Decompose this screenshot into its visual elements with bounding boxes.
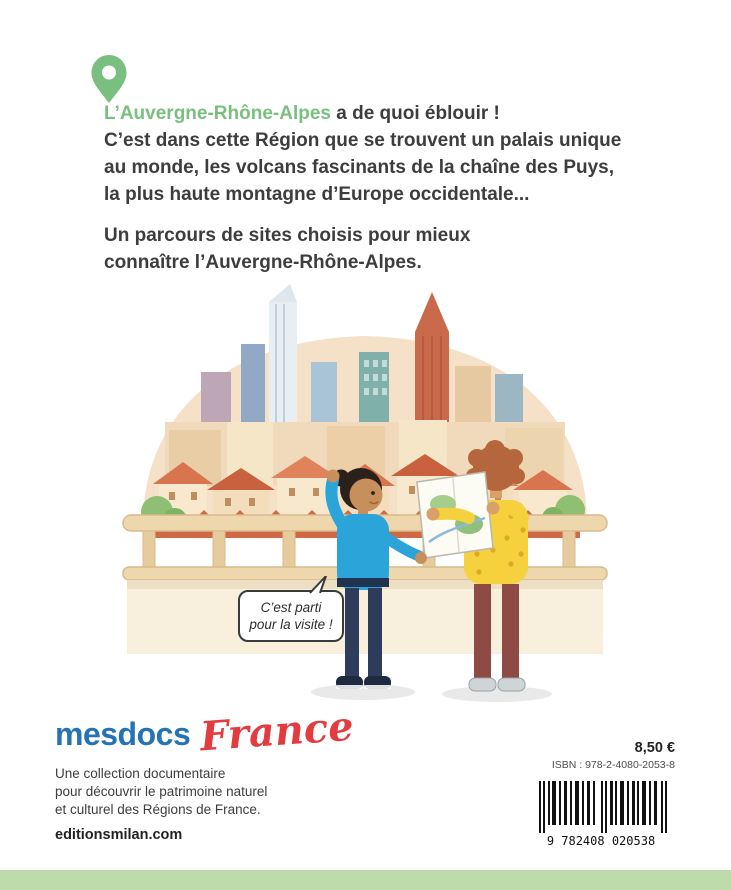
barcode-number: 9 782408 020538: [546, 834, 656, 848]
intro-line: Un parcours de sites choisis pour mieux: [104, 225, 471, 246]
girl-shadow: [311, 684, 415, 700]
price-isbn-block: [525, 740, 675, 856]
speech-bubble: [238, 590, 344, 642]
intro-text: [104, 100, 621, 276]
description-line: et culturel des Régions de France.: [55, 802, 261, 817]
publisher-block: [55, 702, 356, 843]
speech-bubble-line: pour la visite !: [249, 617, 333, 632]
tagline: a de quoi éblouir !: [330, 103, 500, 124]
isbn: ISBN : 978-2-4080-2053-8: [551, 759, 675, 771]
speech-bubble-tail: [308, 576, 330, 594]
description-line: pour découvrir le patrimoine naturel: [55, 784, 268, 799]
barcode: [525, 777, 675, 856]
speech-bubble-line: C’est parti: [260, 600, 322, 615]
intro-line: [104, 100, 621, 127]
price: 8,50 €: [634, 740, 675, 756]
intro-line: C’est dans cette Région que se trouvent un palais unique: [104, 130, 622, 151]
collection-description: [55, 765, 354, 819]
logo-mes: mes: [55, 716, 118, 752]
bottom-green-strip: [0, 870, 731, 890]
boy-shadow: [442, 686, 552, 702]
intro-line: la plus haute montagne d’Europe occidentale...: [104, 184, 530, 205]
logo-france: France: [198, 702, 356, 761]
mes-docs-france-logo: [55, 702, 356, 761]
logo-docs: docs: [117, 716, 191, 752]
region-name: L’Auvergne-Rhône-Alpes: [104, 103, 331, 124]
description-line: Une collection documentaire: [55, 766, 226, 781]
city-illustration: [65, 272, 665, 712]
intro-line: connaître l’Auvergne-Rhône-Alpes.: [104, 252, 422, 273]
cover-illustration: [65, 272, 665, 712]
publisher-website: editionsmilan.com: [55, 827, 183, 843]
intro-line: au monde, les volcans fascinants de la chaîne des Puys,: [104, 157, 615, 178]
